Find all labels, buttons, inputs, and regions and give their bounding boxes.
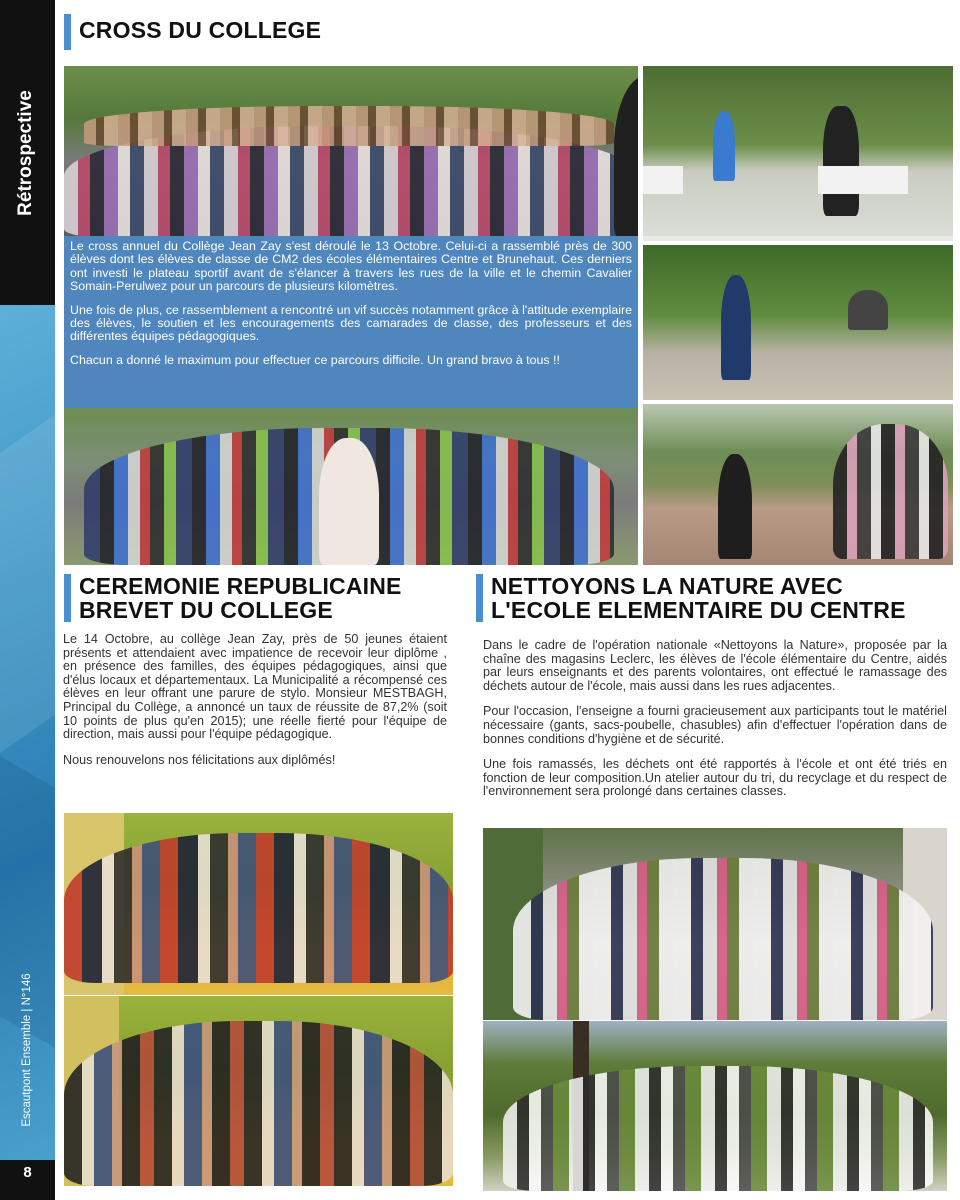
ceremonie-title: CEREMONIE REPUBLICAINE BREVET DU COLLEGE: [64, 574, 402, 622]
cross-paragraph-2: Une fois de plus, ce rassemblement a rencontré un vif succès notamment grâce à l'attitude exemplaire des élèves, le soutien et les encouragements des camarades de classe, des professeurs et des différentes équipes pédagogiques.: [70, 302, 632, 344]
cross-runner-path-photo: [643, 66, 953, 241]
nature-paragraph-3: Une fois ramassés, les déchets ont été rapportés à l'école et ont été triés en fonction de leur composition.Un atelier autour du tri, du recyclage et du respect de l'environnement sera prolongé dans certaines classes.: [483, 757, 947, 799]
nature-text: [483, 639, 947, 811]
nature-paragraph-1: Dans le cadre de l'opération nationale «Nettoyons la Nature», proposée par la chaîne des magasins Leclerc, les élèves de l'école élémentaire du Centre, aidés par leurs enseignants et des parents volontaires, ont effectué le ramassage des déchets autour de l'école, mais aussi dans les rues adjacentes.: [483, 638, 947, 693]
issue-label: Escautpont Ensemble | N°146: [21, 973, 33, 1127]
nature-paragraph-2: Pour l'occasion, l'enseigne a fourni gracieusement aux participants tout le matériel nécessaire (gants, sacs-poubelle, chasubles) afin d'effectuer l'opération dans de bonnes conditions d'hygiène et de sécurité.: [483, 704, 947, 746]
nature-group-photo: [483, 828, 947, 1020]
cross-crowd-photo: [64, 66, 638, 238]
section-label: Rétrospective: [15, 90, 36, 216]
nature-title: NETTOYONS LA NATURE AVEC L'ECOLE ELEMENTAIRE DU CENTRE: [476, 574, 906, 622]
cross-students-line-photo: [64, 408, 638, 565]
cross-title: CROSS DU COLLEGE: [64, 14, 321, 50]
cross-paragraph-3: Chacun a donné le maximum pour effectuer ce parcours difficile. Un grand bravo à tous !!: [70, 352, 560, 367]
ceremonie-text: [63, 633, 447, 779]
ceremonie-paragraph-2: Nous renouvelons nos félicitations aux diplômés!: [63, 752, 336, 767]
page-number: 8: [23, 1164, 32, 1181]
cross-track-photo: [643, 404, 953, 565]
ceremonie-group-photo-2: [64, 996, 453, 1186]
cross-caption-box: [64, 236, 638, 408]
left-sidebar: [0, 0, 55, 1200]
ceremonie-group-photo-1: [64, 813, 453, 995]
cross-paragraph-1: Le cross annuel du Collège Jean Zay s'est déroulé le 13 Octobre. Celui-ci a rassemblé près de 300 élèves dont les élèves de classe de CM2 des écoles élémentaires Centre et Brunehaut. Ces derniers ont investi le plateau sportif avant de s'élancer à travers les rues de la ville et le chemin Cavalier Somain-Perulwez pour un parcours de plusieurs kilomètres.: [70, 239, 632, 294]
ceremonie-paragraph-1: Le 14 Octobre, au collège Jean Zay, près de 50 jeunes étaient présents et attendaient avec impatience de recevoir leur diplôme , en présence des familles, des équipes pédagogiques, ainsi que d'élus locaux et départementaux. La Municipalité a récompensé ces élèves en leur offrant une parure de stylo. Monsieur MESTBAGH, Principal du Collège, a annoncé un taux de réussite de 87,2% (soit 10 points de plus qu'en 2015); une réelle fierté pour l'équipe de direction, mais aussi pour l'équipe pédagogique.: [63, 632, 447, 742]
cross-runner-park-photo: [643, 245, 953, 400]
nature-cleanup-photo: [483, 1021, 947, 1191]
